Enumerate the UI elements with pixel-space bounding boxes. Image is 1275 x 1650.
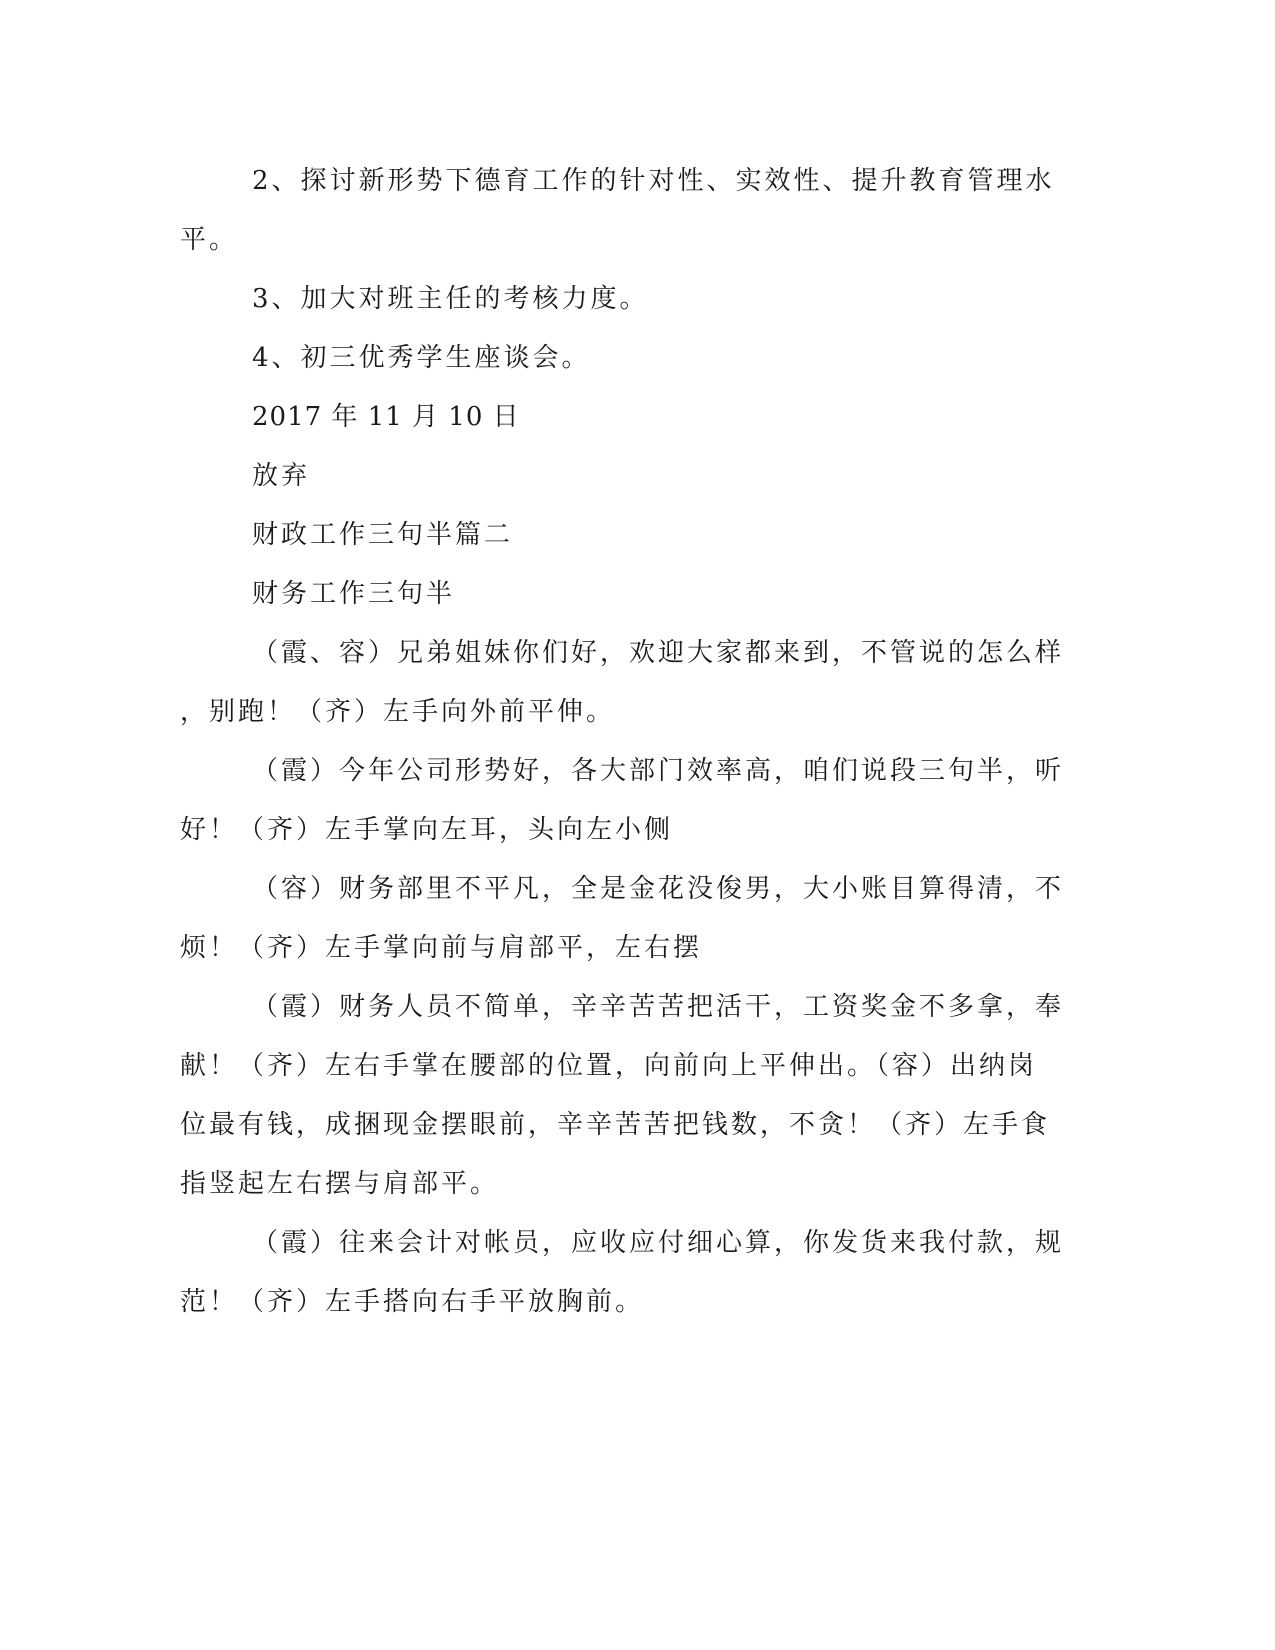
text-line: 平。 [180,225,239,255]
section-title: 财政工作三句半篇二 [252,520,514,550]
text-line: （霞、容）兄弟姐妹你们好，欢迎大家都来到，不管说的怎么样 [252,638,1065,668]
date-line: 2017 年 11 月 10 日 [252,402,520,432]
document-body [180,152,1065,1332]
text-line: （容）财务部里不平凡，全是金花没俊男，大小账目算得清，不 [252,874,1065,904]
text-line: 3、加大对班主任的考核力度。 [252,284,649,314]
text-line: 2、探讨新形势下德育工作的针对性、实效性、提升教育管理水 [252,166,1055,196]
text-line: 献！（齐）左右手掌在腰部的位置，向前向上平伸出。（容）出纳岗 [180,1051,1038,1081]
text-line: 好！（齐）左手掌向左耳，头向左小侧 [180,815,674,845]
section-subtitle: 财务工作三句半 [252,579,456,609]
text-line: 范！（齐）左手搭向右手平放胸前。 [180,1287,645,1317]
text-line: 指竖起左右摆与肩部平。 [180,1169,500,1199]
text-line: 位最有钱，成捆现金摆眼前，辛辛苦苦把钱数，不贪！（齐）左手食 [180,1110,1051,1140]
text-line: 4、初三优秀学生座谈会。 [252,343,591,373]
text-line: 放弃 [252,461,311,491]
text-line: （霞）财务人员不简单，辛辛苦苦把活干，工资奖金不多拿，奉 [252,992,1065,1022]
text-line: （霞）今年公司形势好，各大部门效率高，咱们说段三句半，听 [252,756,1065,786]
text-line: ，别跑！（齐）左手向外前平伸。 [180,697,616,727]
text-line: 烦！（齐）左手掌向前与肩部平，左右摆 [180,933,703,963]
text-line: （霞）往来会计对帐员，应收应付细心算，你发货来我付款，规 [252,1228,1065,1258]
